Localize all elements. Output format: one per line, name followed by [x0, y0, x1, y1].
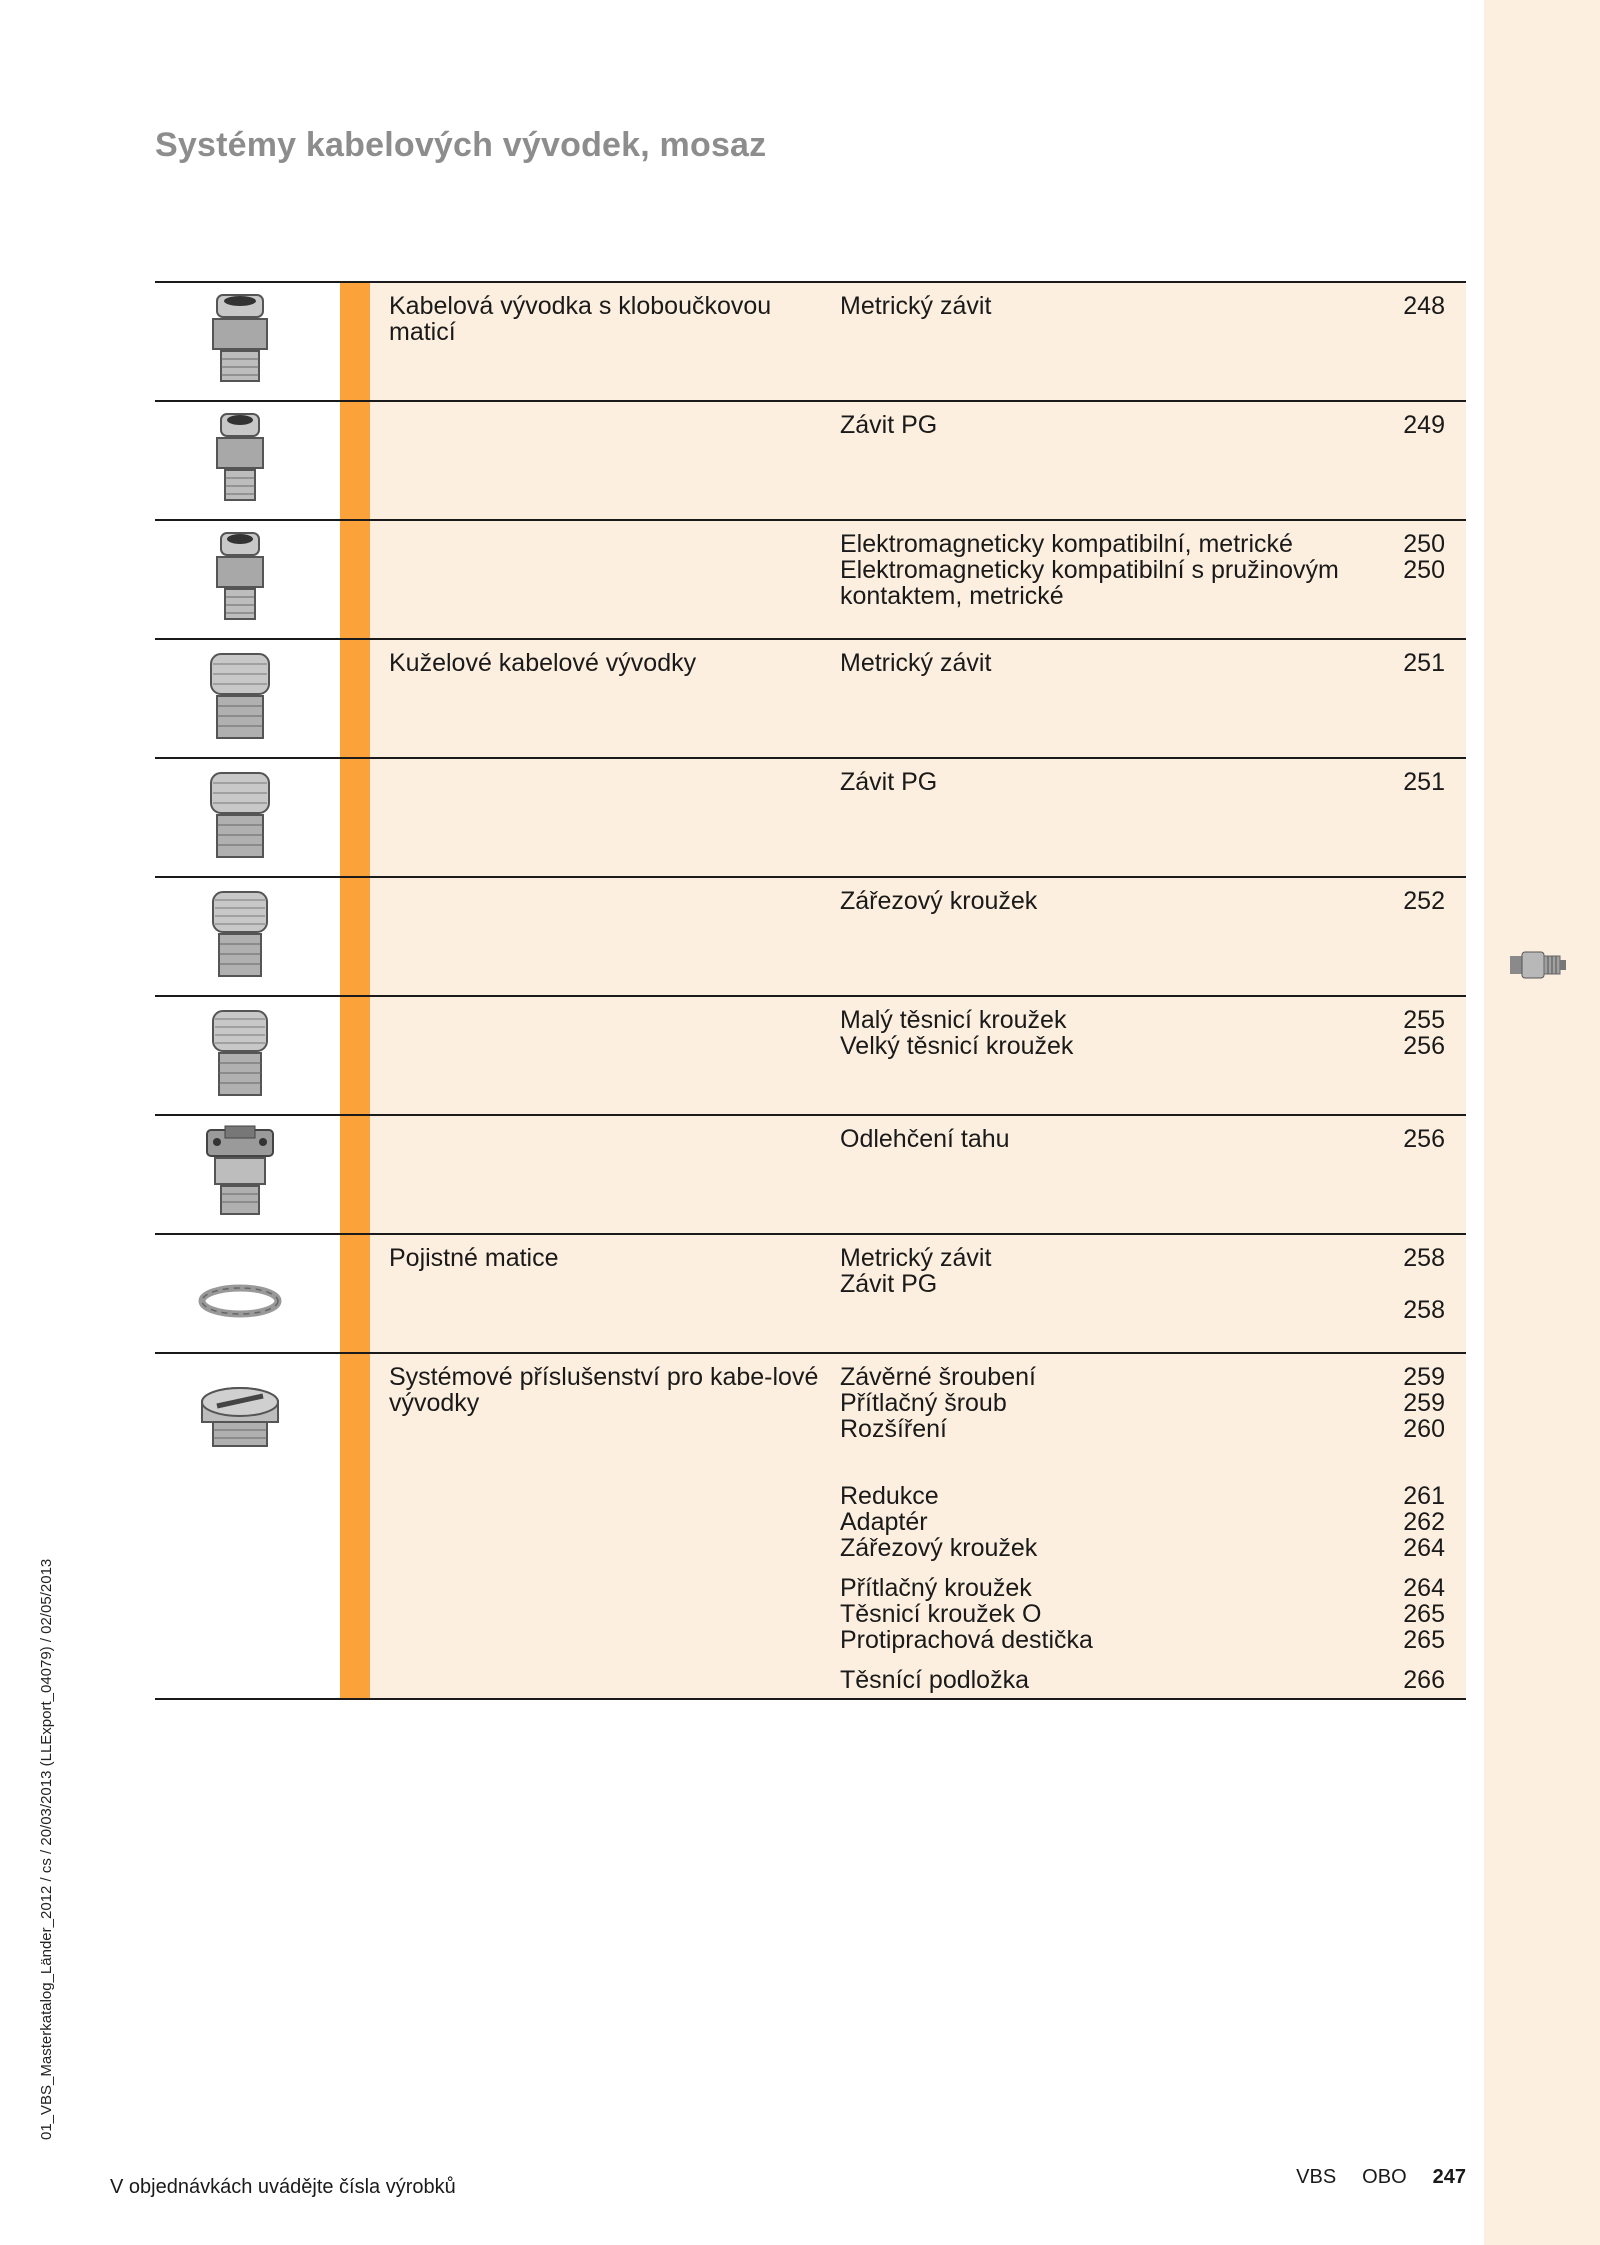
page-ref: 248 — [1403, 292, 1445, 320]
list-item[interactable]: Metrický závit 258 — [840, 1244, 1445, 1272]
page-number: 247 — [1432, 2166, 1466, 2188]
footer-page-info — [1296, 2166, 1466, 2189]
row-group-label: Systémové příslušenství pro kabe-lové vývodky — [389, 1363, 819, 1417]
cone-cable-gland-icon — [195, 1005, 285, 1105]
list-item[interactable]: Přítlačný kroužek 264 — [840, 1574, 1445, 1602]
footer-section: VBS — [1296, 2166, 1337, 2188]
table-bottom-rule — [155, 1698, 1466, 1700]
table-row — [155, 1114, 1466, 1233]
list-item[interactable]: Těsnící podložka 266 — [840, 1666, 1445, 1694]
page-ref: 249 — [1403, 411, 1445, 439]
list-item[interactable]: Redukce 261 — [840, 1482, 1445, 1510]
page-ref: 265 — [1403, 1600, 1445, 1628]
page-title: Systémy kabelových vývodek, mosaz — [155, 126, 767, 164]
footer-note: V objednávkách uvádějte čísla výrobků — [110, 2176, 456, 2198]
lock-nut-icon — [195, 1243, 285, 1343]
list-item[interactable]: Závěrné šroubení 259 — [840, 1363, 1445, 1391]
row-group-label: Kuželové kabelové vývodky — [389, 649, 697, 677]
list-item[interactable]: Zářezový kroužek 252 — [840, 887, 1445, 915]
page-ref: 262 — [1403, 1508, 1445, 1536]
page-ref: 266 — [1403, 1666, 1445, 1694]
page-ref: 250 — [1403, 556, 1445, 584]
table-row — [155, 638, 1466, 757]
page-ref: 251 — [1403, 768, 1445, 796]
list-item[interactable]: Malý těsnicí kroužek 255 — [840, 1006, 1445, 1034]
cone-cable-gland-icon — [195, 886, 285, 986]
list-item[interactable]: Elektromagneticky kompatibilní s pružinovým kontaktem, metrické 250 — [840, 556, 1445, 610]
accent-bar — [340, 997, 370, 1114]
list-item[interactable]: Zářezový kroužek 264 — [840, 1534, 1445, 1562]
accent-bar — [340, 1116, 370, 1233]
table-row — [155, 281, 1466, 400]
list-item[interactable]: Závit PG 258 — [840, 1270, 1445, 1324]
list-item[interactable]: Protiprachová destička 265 — [840, 1626, 1445, 1654]
page-ref: 252 — [1403, 887, 1445, 915]
accent-bar — [340, 521, 370, 638]
table-row — [155, 400, 1466, 519]
page-ref: 264 — [1403, 1574, 1445, 1602]
cable-gland-cap-nut-icon — [195, 291, 285, 391]
list-item[interactable]: Metrický závit 248 — [840, 292, 1445, 320]
cable-gland-cap-nut-icon — [195, 410, 285, 510]
footer-brand: OBO — [1362, 2166, 1407, 2188]
row-group-label: Pojistné matice — [389, 1244, 559, 1272]
blanking-plug-icon — [195, 1362, 285, 1462]
cable-gland-tab-icon — [1508, 948, 1568, 982]
list-item[interactable]: Odlehčení tahu 256 — [840, 1125, 1445, 1153]
table-row — [155, 519, 1466, 638]
table-row — [155, 1352, 1466, 1698]
page-ref: 255 — [1403, 1006, 1445, 1034]
list-item[interactable]: Těsnicí kroužek O 265 — [840, 1600, 1445, 1628]
page-ref: 259 — [1403, 1363, 1445, 1391]
accent-bar — [340, 1354, 370, 1698]
page-ref: 256 — [1403, 1125, 1445, 1153]
page-ref: 260 — [1403, 1415, 1445, 1443]
row-group-label: Kabelová vývodka s kloboučkovou maticí — [389, 292, 772, 346]
side-tab-strip — [1484, 0, 1600, 2245]
accent-bar — [340, 283, 370, 400]
page-ref: 250 — [1403, 530, 1445, 558]
strain-relief-gland-icon — [195, 1124, 285, 1224]
accent-bar — [340, 1235, 370, 1352]
list-item[interactable]: Elektromagneticky kompatibilní, metrické 250 — [840, 530, 1445, 558]
table-row — [155, 1233, 1466, 1352]
accent-bar — [340, 402, 370, 519]
page-ref: 251 — [1403, 649, 1445, 677]
page-ref: 261 — [1403, 1482, 1445, 1510]
cone-cable-gland-icon — [195, 767, 285, 867]
catalog-table — [155, 281, 1466, 1700]
page-ref: 265 — [1403, 1626, 1445, 1654]
page-ref: 259 — [1403, 1389, 1445, 1417]
cone-cable-gland-icon — [195, 648, 285, 748]
page-ref: 258 — [1403, 1244, 1445, 1272]
list-item[interactable]: Velký těsnicí kroužek 256 — [840, 1032, 1445, 1060]
table-row — [155, 757, 1466, 876]
list-item[interactable]: Závit PG 249 — [840, 411, 1445, 439]
page-ref: 256 — [1403, 1032, 1445, 1060]
cable-gland-cap-nut-icon — [195, 529, 285, 629]
accent-bar — [340, 640, 370, 757]
accent-bar — [340, 878, 370, 995]
list-item[interactable]: Metrický závit 251 — [840, 649, 1445, 677]
accent-bar — [340, 759, 370, 876]
vertical-file-info: 01_VBS_Masterkatalog_Länder_2012 / cs / 20/03/2013 (LLExport_04079) / 02/05/2013 — [38, 1558, 55, 2140]
page-ref: 258 — [1403, 1296, 1445, 1324]
list-item[interactable]: Závit PG 251 — [840, 768, 1445, 796]
table-row — [155, 876, 1466, 995]
list-item[interactable]: Adaptér 262 — [840, 1508, 1445, 1536]
table-row — [155, 995, 1466, 1114]
list-item[interactable]: Přítlačný šroub 259 — [840, 1389, 1445, 1417]
page-ref: 264 — [1403, 1534, 1445, 1562]
list-item[interactable]: Rozšíření 260 — [840, 1415, 1445, 1443]
